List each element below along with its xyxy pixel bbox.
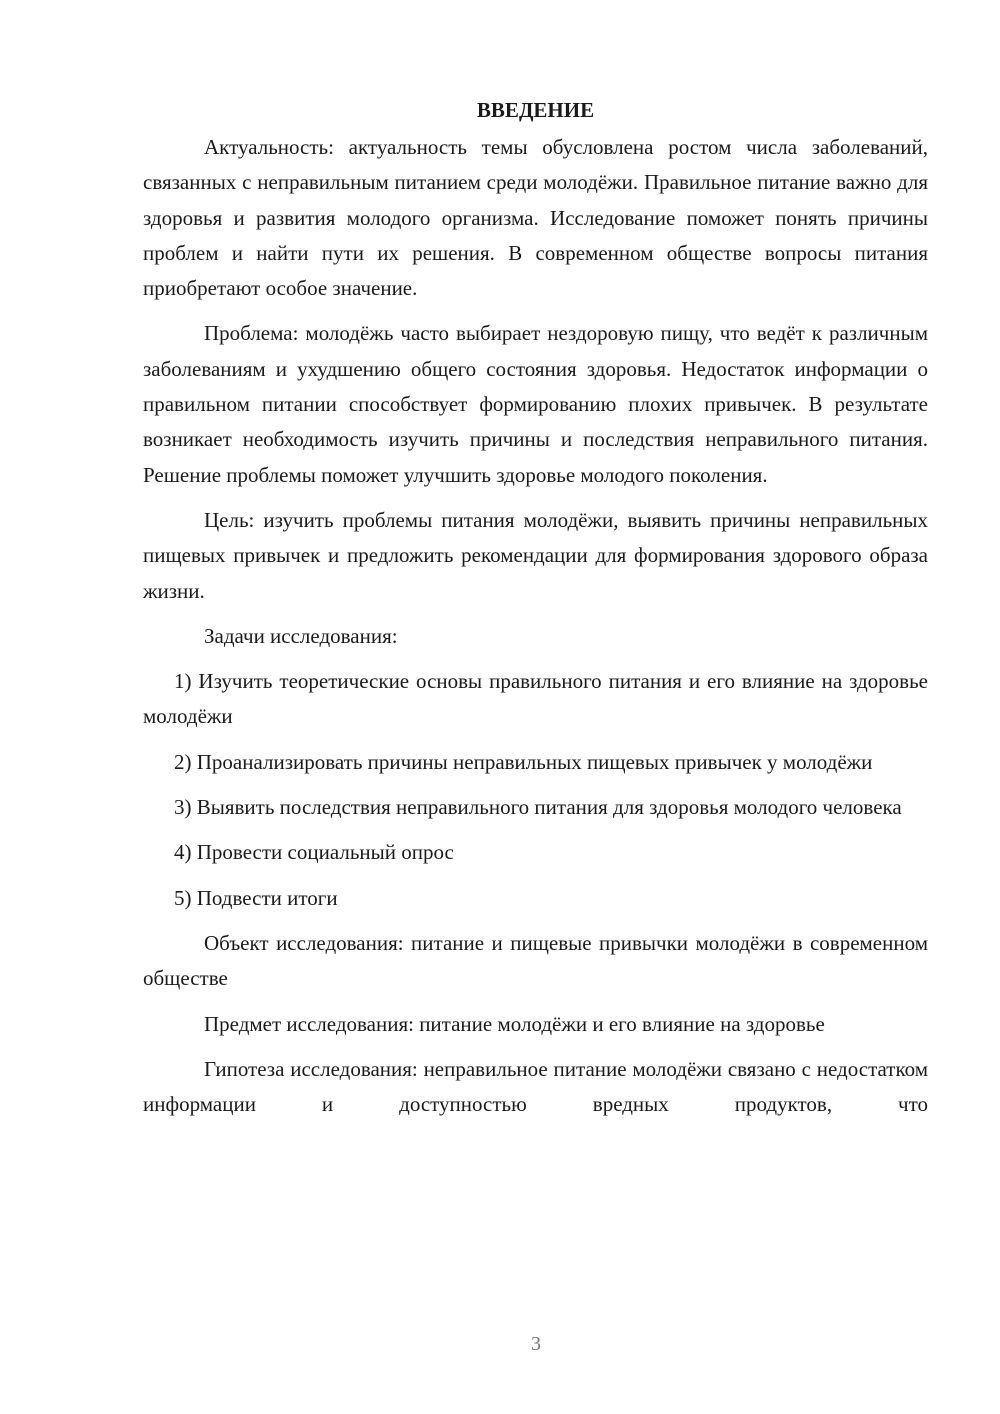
task-item-1: 1) Изучить теоретические основы правильного питания и его влияние на здоровье молодёжи bbox=[143, 669, 928, 729]
task-item-3: 3) Выявить последствия неправильного питания для здоровья молодого человека bbox=[174, 795, 902, 820]
task-item-5: 5) Подвести итоги bbox=[174, 885, 338, 910]
document-page bbox=[143, 93, 928, 1122]
task-item-4: 4) Провести социальный опрос bbox=[174, 840, 454, 865]
task-item-2: 2) Проанализировать причины неправильных пищевых привычек у молодёжи bbox=[174, 749, 873, 774]
relevance-paragraph: Актуальность: актуальность темы обусловлена ростом числа заболеваний, связанных с неправильным питанием среди молодёжи. Правильное питание важно для здоровья и развития молодого организма. Исследование поможет понять причины проблем и найти пути их решения. В современном обществе вопросы питания приобретают особое значение. bbox=[143, 135, 928, 301]
page-number: 3 bbox=[531, 1333, 541, 1355]
goal-paragraph: Цель: изучить проблемы питания молодёжи, выявить причины неправильных пищевых привычек и предложить рекомендации для формирования здорового образа жизни. bbox=[143, 507, 928, 603]
subject-paragraph: Предмет исследования: питание молодёжи и его влияние на здоровье bbox=[204, 1011, 825, 1036]
object-paragraph: Объект исследования: питание и пищевые привычки молодёжи в современном обществе bbox=[143, 930, 928, 991]
section-heading: ВВЕДЕНИЕ bbox=[476, 98, 595, 122]
problem-paragraph: Проблема: молодёжь часто выбирает нездоровую пищу, что ведёт к различным заболеваниям и ухудшению общего состояния здоровья. Недостаток информации о правильном питании способствует формированию плохих привычек. В результате возникает необходимость изучить причины и последствия неправильного питания. Решение проблемы поможет улучшить здоровье молодого поколения. bbox=[143, 321, 928, 487]
tasks-heading: Задачи исследования: bbox=[204, 623, 398, 648]
hypothesis-paragraph: Гипотеза исследования: неправильное питание молодёжи связано с недостатком информации и доступностью вредных продуктов, что bbox=[143, 1056, 928, 1117]
